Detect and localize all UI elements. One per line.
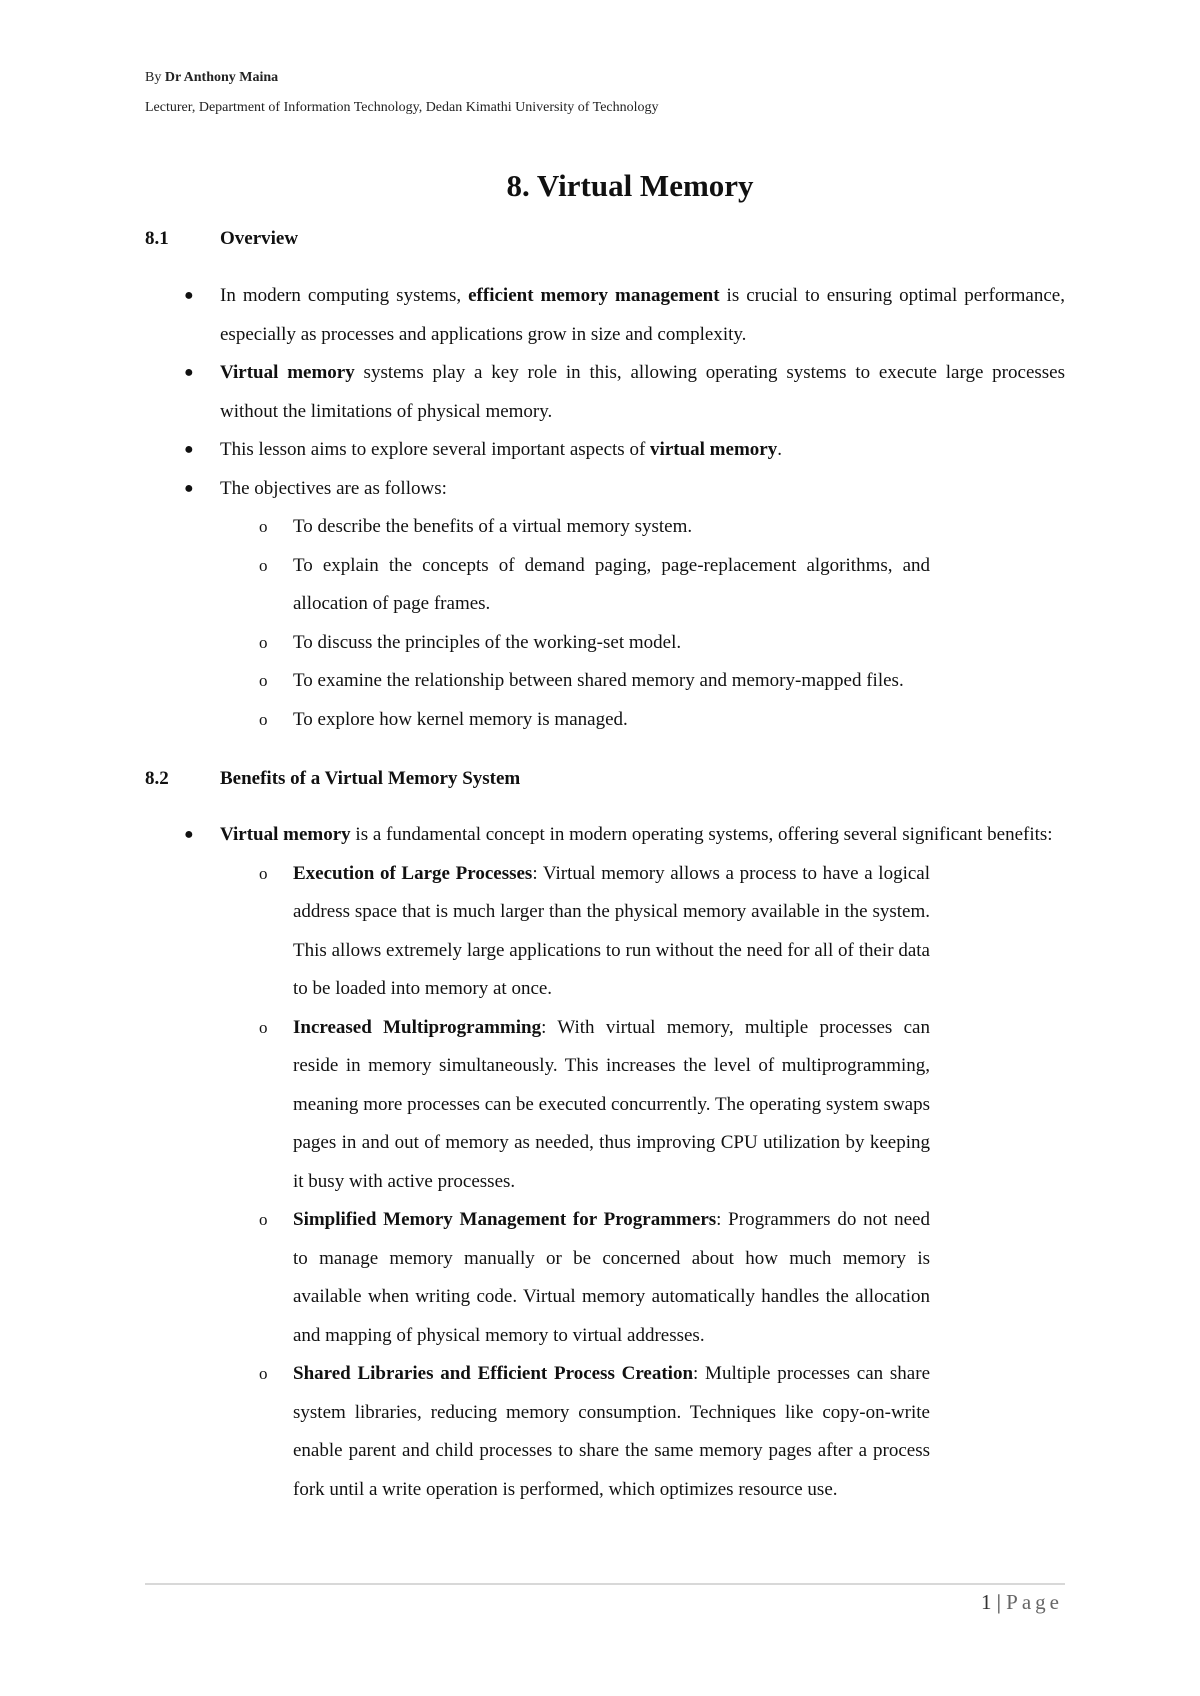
- sub-bullet-icon: o: [259, 555, 268, 575]
- list-item: ● This lesson aims to explore several important aspects of virtual memory.: [0, 431, 1200, 470]
- objective-item: o To explain the concepts of demand paging, page-replacement algorithms, and allocation of page frames.: [0, 547, 1065, 624]
- list-item: ● Virtual memory systems play a key role in this, allowing operating systems to execute large processes without the limitations of physical memory.: [0, 354, 1200, 431]
- author-prefix: By: [145, 70, 165, 85]
- bullet-icon: ●: [184, 826, 194, 843]
- objective-item: o To describe the benefits of a virtual memory system.: [0, 508, 1065, 547]
- sub-bullet-icon: o: [259, 1017, 268, 1037]
- bullet-icon: ●: [184, 479, 194, 497]
- benefit-item: o Increased Multiprogramming: With virtual memory, multiple processes can reside in memory simultaneously. This increases the level of multiprogramming, meaning more processes can be executed concurrently. The operating system swaps pages in and out of memory as needed, thus improving CPU utilization by keeping it busy with active processes.: [0, 1009, 1065, 1202]
- footer-divider: [145, 1583, 1065, 1585]
- sub-bullet-icon: o: [259, 632, 268, 652]
- objective-item: o To examine the relationship between shared memory and memory-mapped files.: [0, 662, 1065, 701]
- list-item: ● Virtual memory is a fundamental concept in modern operating systems, offering several significant benefits: o Execution of Large Processes: Virtual memory allows a process to have a logical address space that is much larger than the physical memory available in the system. This allows extremely large applications to run without the need for all of their data to be loaded into memory at once. o Increased Multiprogramming: With virtual memory, multiple processes can reside in memory simultaneously. This increases the level of multiprogramming, meaning more processes can be executed concurrently. The operating system swaps pages in and out of memory as needed, thus improving CPU utilization by keeping it busy with active processes. o Simplified Memory Management for Programmers: Programmers do not need to manage memory manually or be concerned about how much memory is available when writing code. Virtual memory automatically handles the allocation and mapping of physical memory to virtual addresses. o Shared Libraries and Efficient Process Creation: Multiple processes can share system libraries, reducing memory consumption. Techniques like copy-on-write enable parent and child processes to share the same memory pages after a process fork until a write operation is performed, which optimizes resource use.: [0, 816, 1200, 1509]
- page-label: Page: [1006, 1590, 1063, 1614]
- section-title: Benefits of a Virtual Memory System: [220, 768, 521, 789]
- list-item: ● The objectives are as follows: o To describe the benefits of a virtual memory system. o To explain the concepts of demand paging, page-replacement algorithms, and allocation of page frames. o To discuss the principles of the working-set model. o To examine the relationship between shared memory and memory-mapped files. o To explore how kernel memory is managed.: [0, 470, 1200, 740]
- section-number: 8.2: [145, 768, 169, 789]
- page-footer: [981, 1590, 1063, 1615]
- sub-bullet-icon: o: [259, 671, 268, 690]
- sub-bullet-icon: o: [259, 709, 268, 729]
- overview-body: [0, 277, 1200, 739]
- sub-bullet-icon: o: [259, 863, 268, 883]
- benefit-item: o Execution of Large Processes: Virtual memory allows a process to have a logical address space that is much larger than the physical memory available in the system. This allows extremely large applications to run without the need for all of their data to be loaded into memory at once.: [0, 855, 1065, 1009]
- benefit-item: o Simplified Memory Management for Programmers: Programmers do not need to manage memory manually or be concerned about how much memory is available when writing code. Virtual memory automatically handles the allocation and mapping of physical memory to virtual addresses.: [0, 1201, 1065, 1355]
- section-title: Overview: [220, 228, 299, 249]
- benefits-body: [0, 816, 1200, 1509]
- section-number: 8.1: [145, 228, 169, 249]
- page-number: 1: [980, 1590, 992, 1614]
- bullet-icon: ●: [184, 441, 194, 458]
- section-heading-overview: [145, 228, 298, 250]
- page-title: 8. Virtual Memory: [506, 168, 754, 203]
- list-item: ● In modern computing systems, efficient memory management is crucial to ensuring optimal performance, especially as processes and applications grow in size and complexity.: [0, 277, 1200, 354]
- footer-separator: |: [991, 1590, 1007, 1614]
- objective-item: o To discuss the principles of the working-set model.: [0, 624, 1065, 663]
- sub-bullet-icon: o: [259, 1210, 268, 1229]
- author-line: [145, 70, 278, 86]
- objective-item: o To explore how kernel memory is managed.: [0, 701, 1065, 740]
- benefit-item: o Shared Libraries and Efficient Process Creation: Multiple processes can share system libraries, reducing memory consumption. Techniques like copy-on-write enable parent and child processes to share the same memory pages after a process fork until a write operation is performed, which optimizes resource use.: [0, 1355, 1065, 1509]
- sub-bullet-icon: o: [259, 517, 268, 536]
- author-name: Dr Anthony Maina: [164, 70, 279, 85]
- bullet-icon: ●: [184, 364, 194, 381]
- section-heading-benefits: [145, 768, 520, 790]
- sub-bullet-icon: o: [259, 1364, 268, 1383]
- affiliation-line: Lecturer, Department of Information Technology, Dedan Kimathi University of Technology: [145, 100, 659, 115]
- bullet-icon: ●: [184, 287, 194, 304]
